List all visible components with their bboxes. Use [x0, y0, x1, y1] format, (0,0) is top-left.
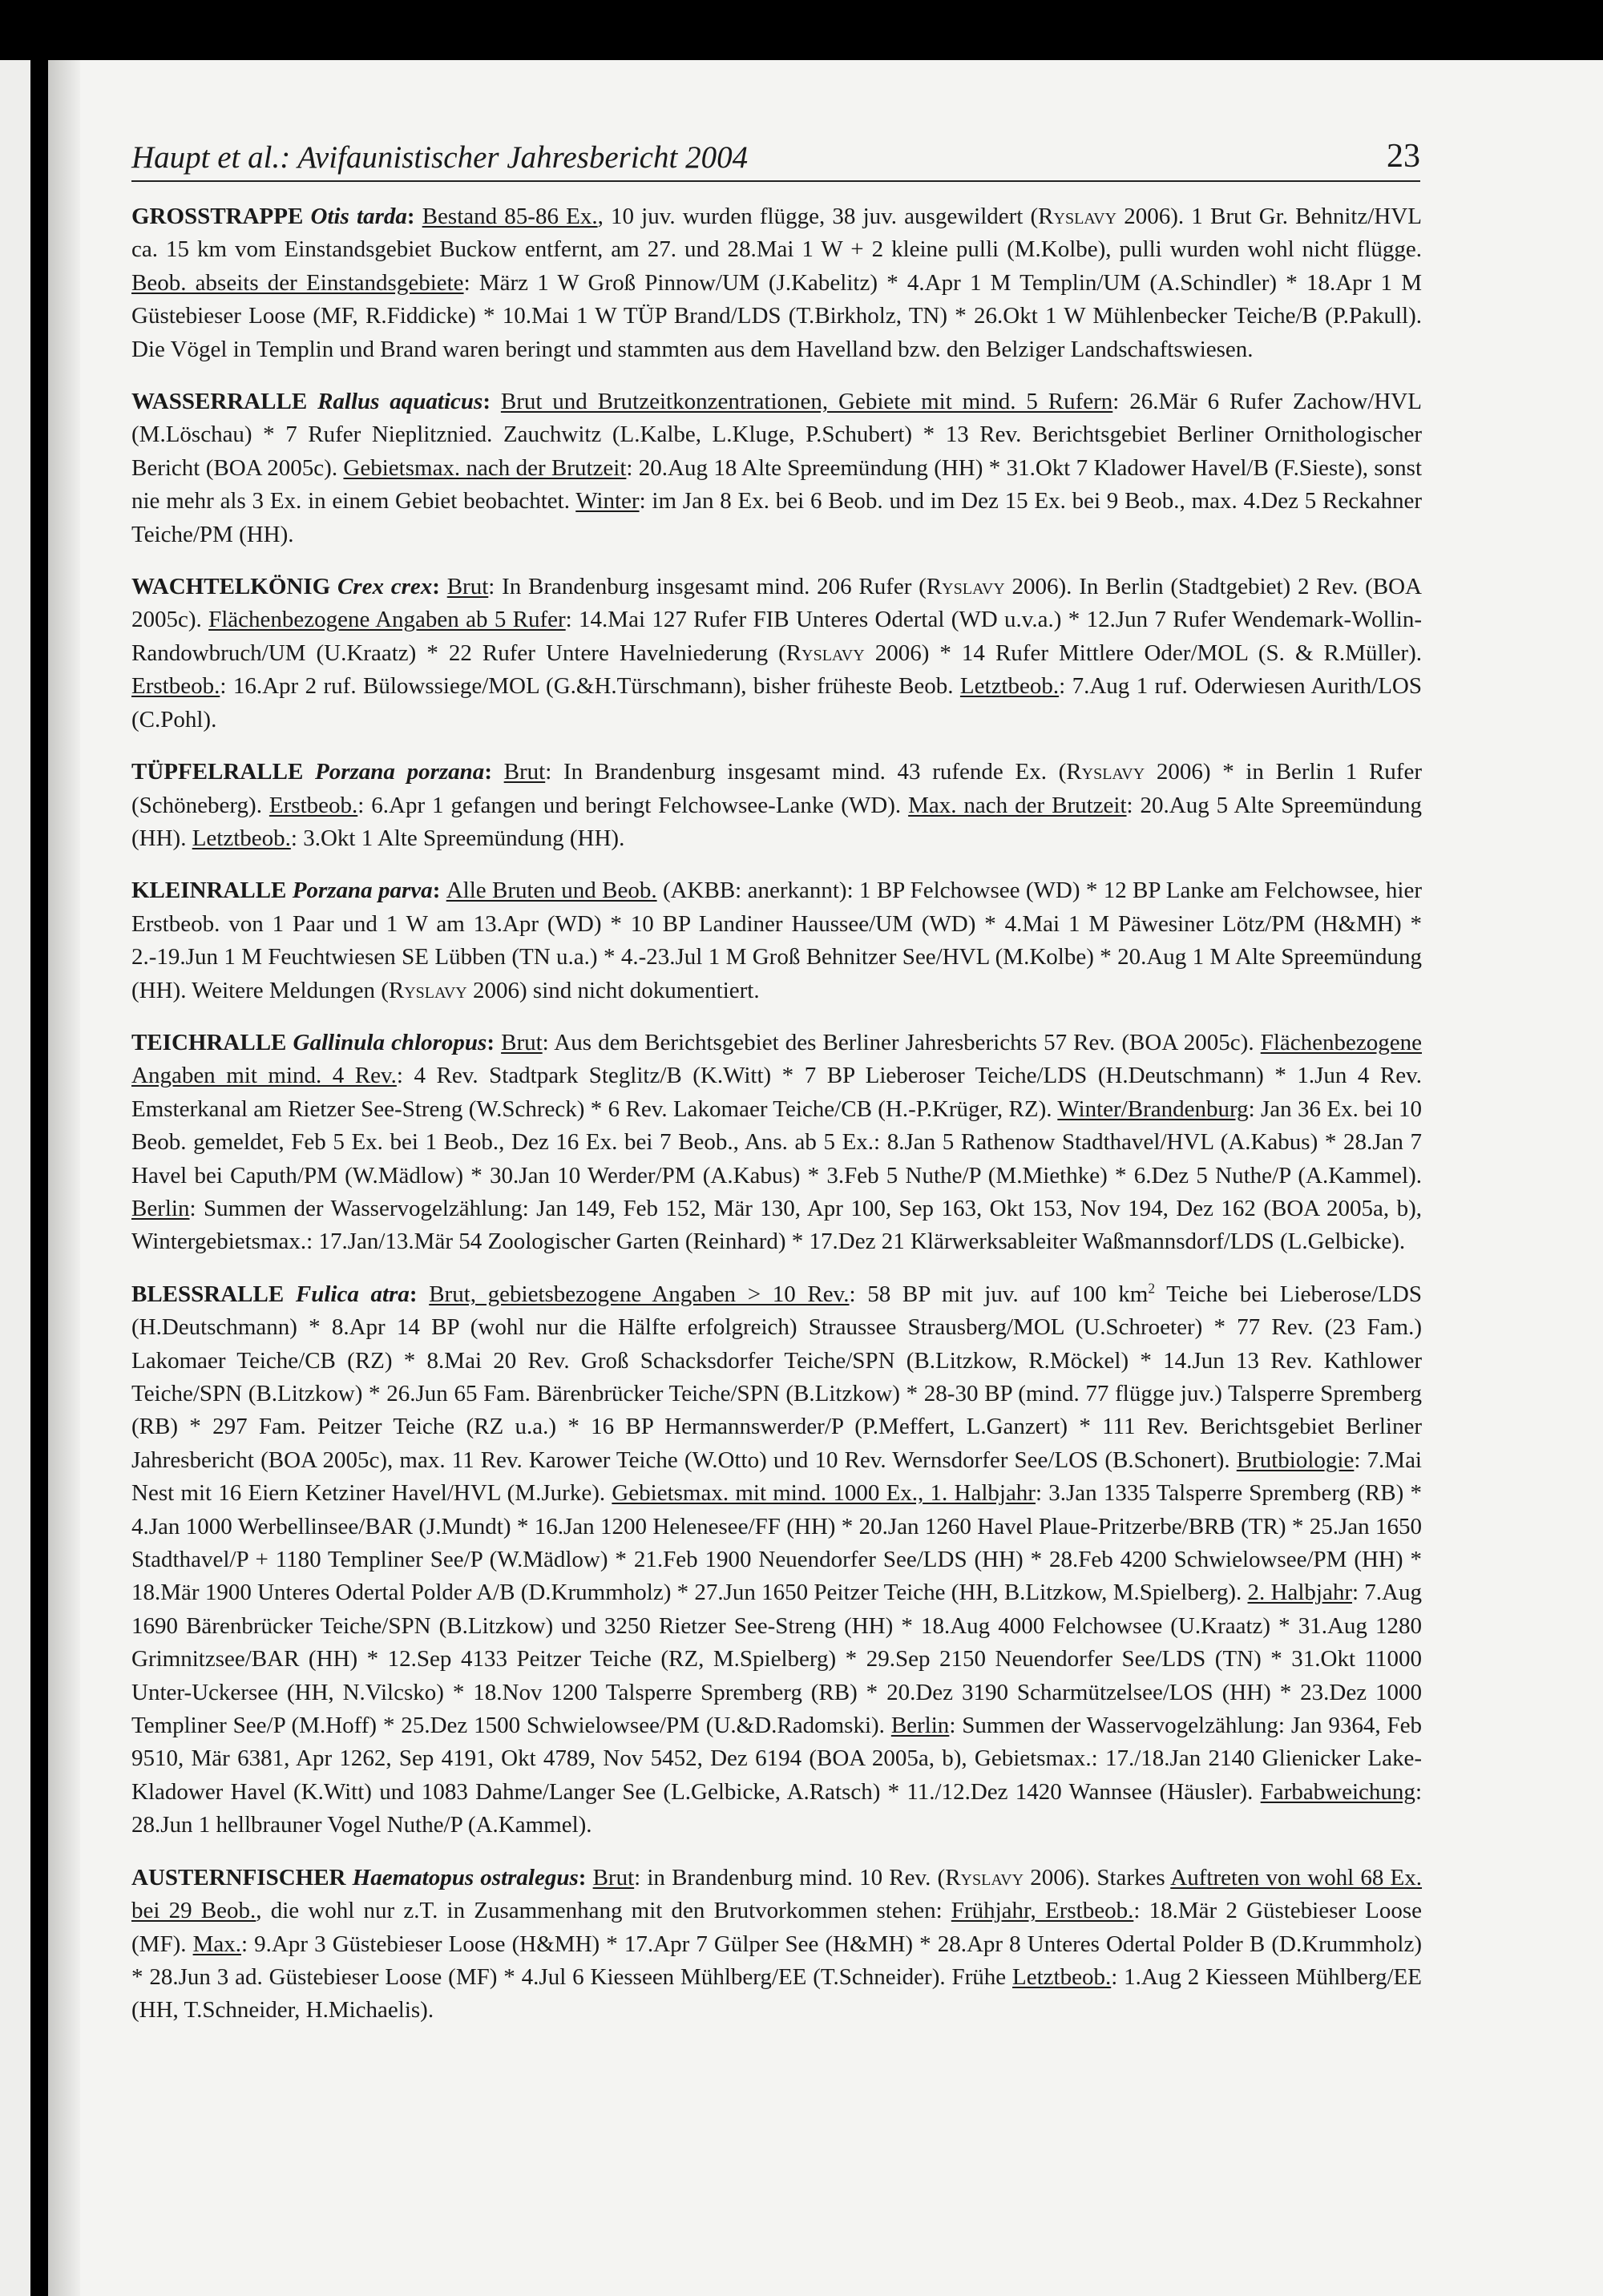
underlined-heading: Farbabweichung: [1260, 1778, 1415, 1805]
underlined-heading: Berlin: [131, 1195, 190, 1221]
species-entry: [131, 1278, 1422, 1842]
species-name: KLEINRALLE Porzana parva:: [131, 878, 446, 904]
species-common-name: WASSERRALLE: [131, 389, 308, 415]
entry-text: : 20.Aug 18 Alte Spreemündung (HH) * 31.Okt 7 Kladower Havel/B (F.Sieste), sonst nie mehr als 3 Ex. in einem Gebiet beobachtet.: [131, 454, 1422, 514]
species-common-name: BLESSRALLE: [131, 1281, 285, 1307]
entry-text: , 10 juv. wurden flügge, 38 juv. ausgewildert (: [597, 204, 1039, 229]
entry-text: 2006). In Berlin (Stadtgebiet) 2 Rev. (BOA 2005c).: [131, 574, 1422, 633]
facing-page-edge: [0, 60, 30, 2296]
underlined-heading: Letztbeob.: [1012, 1963, 1112, 1990]
underlined-heading: Erstbeob.: [269, 792, 358, 818]
entry-text: : 7.Aug 1690 Bärenbrücker Teiche/SPN (B.Litzkow) und 3250 Rietzer See-Streng (HH) * 18.Aug 4000 Felchowsee (U.Kraatz) * 31.Aug 1280 Grimnitzsee/BAR (HH) * 12.Sep 4133 Peitzer Teiche (RZ, M.Spielberg) * 29.Sep 2150 Neuendorfer See/LDS (TN) * 31.Okt 11000 Unter-Uckersee (HH, N.Vilcsko) * 18.Nov 1200 Talsperre Spremberg (RB) * 20.Dez 3190 Scharmützelsee/LOS (HH) * 23.Dez 1000 Templiner See/P (M.Hoff) * 25.Dez 1500 Schwielowsee/PM (U.&D.Radomski).: [131, 1580, 1422, 1739]
species-common-name: TEICHRALLE: [131, 1029, 287, 1055]
species-entry: [131, 200, 1422, 366]
species-entry: [131, 756, 1422, 855]
entry-text: (AKBB: anerkannt): 1 BP Felchowsee (WD) * 12 BP Lanke am Felchowsee, hier Erstbeob. von 1 Paar und 1 W am 13.Apr (WD) * 10 BP Landiner Haussee/UM (WD) * 4.Mai 1 M Päwesiner Lötz/PM (H&MH) * 2.-19.Jun 1 M Feuchtwiesen SE Lübben (TN u.a.) * 4.-23.Jul 1 M Groß Behnitzer See/HVL (M.Kolbe) * 20.Aug 1 M Alte Spreemündung (HH). Weitere Meldungen (: [131, 878, 1422, 1003]
species-name: TÜPFELRALLE Porzana porzana:: [131, 759, 504, 785]
page-fold-shadow: [48, 60, 80, 2296]
underlined-heading: 2. Halbjahr: [1247, 1580, 1352, 1606]
entry-text: 2006) * in Berlin 1 Rufer (Schöneberg).: [131, 759, 1422, 818]
entry-text: : Jan 36 Ex. bei 10 Beob. gemeldet, Feb 5 Ex. bei 1 Beob., Dez 16 Ex. bei 7 Beob., Ans. ab 5 Ex.: 8.Jan 5 Rathenow Stadthavel/HVL (A.Kabus) * 28.Jan 7 Havel bei Caputh/PM (W.Mädlow) * 30.Jan 10 Werder/PM (A.Kabus) * 3.Feb 5 Nuthe/P (M.Miethke) * 6.Dez 5 Nuthe/P (A.Kammel).: [131, 1096, 1422, 1188]
species-name: BLESSRALLE Fulica atra:: [131, 1281, 430, 1307]
underlined-heading: Brut: [501, 1029, 543, 1055]
underlined-heading: Bestand 85-86 Ex.: [422, 204, 598, 229]
entry-text: : 20.Aug 5 Alte Spreemündung (HH).: [131, 792, 1423, 851]
entry-text: : 9.Apr 3 Güstebieser Loose (H&MH) * 17.Apr 7 Gülper See (H&MH) * 28.Apr 8 Unteres Odertal Polder B (D.Krummholz) * 28.Jun 3 ad. Güstebieser Loose (MF) * 4.Jul 6 Kiesseen Mühlberg/EE (T.Schneider). Frühe: [131, 1931, 1422, 1990]
species-common-name: TÜPFELRALLE: [131, 759, 304, 785]
entry-text: : 3.Okt 1 Alte Spreemündung (HH).: [290, 825, 625, 851]
species-entry: [131, 571, 1422, 736]
entry-text: : Summen der Wasservogelzählung: Jan 9364, Feb 9510, Mär 6381, Apr 1262, Sep 4191, Okt 4789, Nov 5452, Dez 6194 (BOA 2005a, b), Gebietsmax.: 17./18.Jan 2140 Glienicker Lake-Kladower Havel (K.Witt) und 1083 Dahme/Langer See (L.Gelbicke, A.Ratsch) * 11./12.Dez 1420 Wannsee (Häusler).: [131, 1713, 1422, 1805]
underlined-heading: Frühjahr, Erstbeob.: [951, 1898, 1134, 1924]
species-common-name: GROSSTRAPPE: [131, 204, 304, 229]
entry-text: : 28.Jun 1 hellbrauner Vogel Nuthe/P (A.Kammel).: [131, 1778, 1422, 1838]
running-header-title: Haupt et al.: Avifaunistischer Jahresbericht 2004: [131, 140, 749, 175]
underlined-heading: Erstbeob.: [131, 673, 220, 700]
underlined-heading: Flächenbezogene Angaben mit mind. 4 Rev.: [131, 1029, 1422, 1089]
entry-text: : 58 BP mit juv. auf 100 km: [849, 1281, 1149, 1307]
species-entry: [131, 1027, 1422, 1259]
entry-text: : 6.Apr 1 gefangen und beringt Felchowsee-Lanke (WD).: [357, 792, 909, 818]
species-latin-name: Crex crex: [337, 574, 433, 600]
entry-text: : 14.Mai 127 Rufer FIB Unteres Odertal (WD u.v.a.) * 12.Jun 7 Rufer Wendemark-Wollin-Randowbruch/UM (U.Kraatz) * 22 Rufer Untere Havelniederung (: [131, 607, 1422, 666]
entry-text: : 7.Mai Nest mit 16 Eiern Ketziner Havel/HVL (M.Jurke).: [131, 1447, 1422, 1507]
species-latin-name: Gallinula chloropus: [293, 1029, 487, 1055]
citation-author: Ryslavy: [1038, 204, 1117, 229]
underlined-heading: Auftreten von wohl 68 Ex. bei 29 Beob.: [131, 1864, 1423, 1924]
species-latin-name: Haematopus ostralegus: [352, 1864, 579, 1890]
species-name: WACHTELKÖNIG Crex crex:: [131, 574, 447, 600]
entry-text: : Aus dem Berichtsgebiet des Berliner Jahresberichts 57 Rev. (BOA 2005c).: [542, 1029, 1261, 1055]
underlined-heading: Flächenbezogene Angaben ab 5 Rufer: [208, 607, 566, 633]
species-latin-name: Porzana porzana: [315, 759, 485, 785]
citation-author: Ryslavy: [1066, 759, 1145, 785]
superscript: 2: [1148, 1280, 1156, 1297]
entry-text: : März 1 W Groß Pinnow/UM (J.Kabelitz) * 4.Apr 1 M Templin/UM (A.Schindler) * 18.Apr 1 M Güstebieser Loose (MF, R.Fiddicke) * 10.Mai 1 W TÜP Brand/LDS (T.Birkholz, TN) * 26.Okt 1 W Mühlenbecker Teiche/B (P.Pakull). Die Vögel in Templin und Brand waren beringt und stammten aus dem Havelland bzw. den Belziger Landschaftswiesen.: [131, 269, 1422, 362]
underlined-heading: Brutbiologie: [1236, 1447, 1355, 1473]
underlined-heading: Brut und Brutzeitkonzentrationen, Gebiete mit mind. 5 Rufern: [500, 389, 1113, 415]
entry-text: : 4 Rev. Stadtpark Steglitz/B (K.Witt) * 7 BP Lieberoser Teiche/LDS (H.Deutschmann) * 1.Jun 4 Rev. Emsterkanal am Rietzer See-Streng (W.Schreck) * 6 Rev. Lakomaer Teiche/CB (H.-P.Krüger, RZ).: [131, 1063, 1422, 1122]
species-entry: [131, 1862, 1422, 2028]
entry-text: : 16.Apr 2 ruf. Bülowssiege/MOL (G.&H.Türschmann), bisher früheste Beob.: [220, 673, 960, 700]
citation-author: Ryslavy: [388, 977, 467, 1003]
species-common-name: AUSTERNFISCHER: [131, 1864, 346, 1890]
citation-author: Ryslavy: [785, 640, 865, 666]
species-entry: [131, 874, 1422, 1007]
entry-text: 2006). Starkes: [1024, 1864, 1171, 1890]
underlined-heading: Letztbeob.: [192, 825, 291, 851]
document-page: [48, 60, 1603, 2296]
species-name: TEICHRALLE Gallinula chloropus:: [131, 1029, 502, 1055]
species-latin-name: Fulica atra: [295, 1281, 410, 1307]
citation-author: Ryslavy: [926, 574, 1005, 600]
underlined-heading: Brut: [446, 574, 489, 600]
underlined-heading: Winter: [575, 488, 640, 514]
species-entry: [131, 385, 1422, 551]
entry-text: : In Brandenburg insgesamt mind. 206 Rufer (: [488, 574, 927, 600]
species-name: GROSSTRAPPE Otis tarda:: [131, 204, 422, 229]
underlined-heading: Max.: [192, 1931, 241, 1957]
species-latin-name: Porzana parva: [292, 878, 433, 904]
underlined-heading: Gebietsmax. mit mind. 1000 Ex., 1. Halbjahr: [612, 1480, 1036, 1507]
citation-author: Ryslavy: [945, 1864, 1024, 1890]
underlined-heading: Letztbeob.: [959, 673, 1060, 700]
entry-text: : in Brandenburg mind. 10 Rev. (: [634, 1864, 946, 1890]
entry-text: : Summen der Wasservogelzählung: Jan 149, Feb 152, Mär 130, Apr 100, Sep 163, Okt 153, Nov 194, Dez 162 (BOA 2005a, b), Wintergebietsmax.: 17.Jan/13.Mär 54 Zoologischer Garten (Reinhard) * 17.Dez 21 Klärwerksableiter Waßmannsdorf/LDS (L.Gelbicke).: [131, 1195, 1422, 1255]
entry-text: : 18.Mär 2 Güstebieser Loose (MF).: [131, 1898, 1422, 1957]
entry-text: : 1.Aug 2 Kiesseen Mühlberg/EE (HH, T.Schneider, H.Michaelis).: [131, 1963, 1422, 2024]
article-body: [131, 200, 1422, 2047]
underlined-heading: Winter/Brandenburg: [1057, 1096, 1249, 1122]
underlined-heading: Brut, gebietsbezogene Angaben > 10 Rev.: [429, 1281, 850, 1307]
entry-text: : 3.Jan 1335 Talsperre Spremberg (RB) * 4.Jan 1000 Werbellinsee/BAR (J.Mundt) * 16.Jan 1200 Helenesee/FF (HH) * 20.Jan 1260 Havel Plaue-Pritzerbe/BRB (TR) * 25.Jan 1650 Stadthavel/P + 1180 Templiner See/P (W.Mädlow) * 21.Feb 1900 Neuendorfer See/LDS (HH) * 28.Feb 4200 Schwielowsee/PM (HH) * 18.Mär 1900 Unteres Odertal Polder A/B (D.Krummholz) * 27.Jun 1650 Peitzer Teiche (HH, B.Litzkow, M.Spielberg).: [131, 1480, 1422, 1606]
underlined-heading: Alle Bruten und Beob.: [446, 878, 657, 904]
species-name: WASSERRALLE Rallus aquaticus:: [131, 389, 501, 415]
underlined-heading: Max. nach der Brutzeit: [908, 792, 1127, 818]
entry-text: 2006) sind nicht dokumentiert.: [466, 977, 760, 1003]
entry-text: : In Brandenburg insgesamt mind. 43 rufende Ex. (: [545, 759, 1067, 785]
species-latin-name: Otis tarda: [310, 204, 407, 229]
running-header: [131, 134, 1420, 182]
entry-text: : 7.Aug 1 ruf. Oderwiesen Aurith/LOS (C.Pohl).: [131, 673, 1422, 732]
entry-text: 2006). 1 Brut Gr. Behnitz/HVL ca. 15 km vom Einstandsgebiet Buckow entfernt, am 27. und 28.Mai 1 W + 2 kleine pulli (M.Kolbe), pulli wurden wohl nicht flügge.: [131, 204, 1422, 263]
entry-text: Teiche bei Lieberose/LDS (H.Deutschmann) * 8.Apr 14 BP (wohl nur die Hälfte erfolgreich) Straussee Strausberg/MOL (U.Schroeter) * 77 Rev. (23 Fam.) Lakomaer Teiche/CB (RZ) * 8.Mai 20 Rev. Groß Schacksdorfer Teiche/SPN (B.Litzkow, R.Möckel) * 14.Jun 13 Rev. Kathlower Teiche/SPN (B.Litzkow) * 26.Jun 65 Fam. Bärenbrücker Teiche/SPN (B.Litzkow) * 28-30 BP (mind. 77 flügge juv.) Talsperre Spremberg (RB) * 297 Fam. Peitzer Teiche (RZ u.a.) * 16 BP Hermannswerder/P (P.Meffert, L.Ganzert) * 111 Rev. Berichtsgebiet Berliner Jahresbericht (BOA 2005c), max. 11 Rev. Karower Teiche (W.Otto) und 10 Rev. Wernsdorfer See/LOS (B.Schonert).: [131, 1281, 1422, 1473]
species-common-name: WACHTELKÖNIG: [131, 574, 331, 600]
underlined-heading: Gebietsmax. nach der Brutzeit: [343, 454, 627, 481]
underlined-heading: Beob. abseits der Einstandsgebiete: [131, 269, 464, 296]
entry-text: : im Jan 8 Ex. bei 6 Beob. und im Dez 15 Ex. bei 9 Beob., max. 4.Dez 5 Reckahner Teiche/PM (HH).: [131, 488, 1422, 547]
page-number: 23: [1387, 138, 1420, 175]
underlined-heading: Berlin: [890, 1713, 950, 1739]
entry-text: 2006) * 14 Rufer Mittlere Oder/MOL (S. & R.Müller).: [864, 640, 1422, 666]
underlined-heading: Brut: [503, 759, 546, 785]
species-common-name: KLEINRALLE: [131, 878, 287, 904]
entry-text: : 26.Mär 6 Rufer Zachow/HVL (M.Löschau) * 7 Rufer Nieplitznied. Zauchwitz (L.Kalbe, L.Kluge, P.Schubert) * 13 Rev. Berichtsgebiet Berliner Ornithologischer Bericht (BOA 2005c).: [131, 389, 1422, 481]
underlined-heading: Brut: [592, 1864, 635, 1890]
entry-text: , die wohl nur z.T. in Zusammenhang mit den Brutvorkommen stehen:: [256, 1898, 951, 1924]
species-latin-name: Rallus aquaticus: [317, 389, 483, 415]
species-name: AUSTERNFISCHER Haematopus ostralegus:: [131, 1864, 593, 1890]
